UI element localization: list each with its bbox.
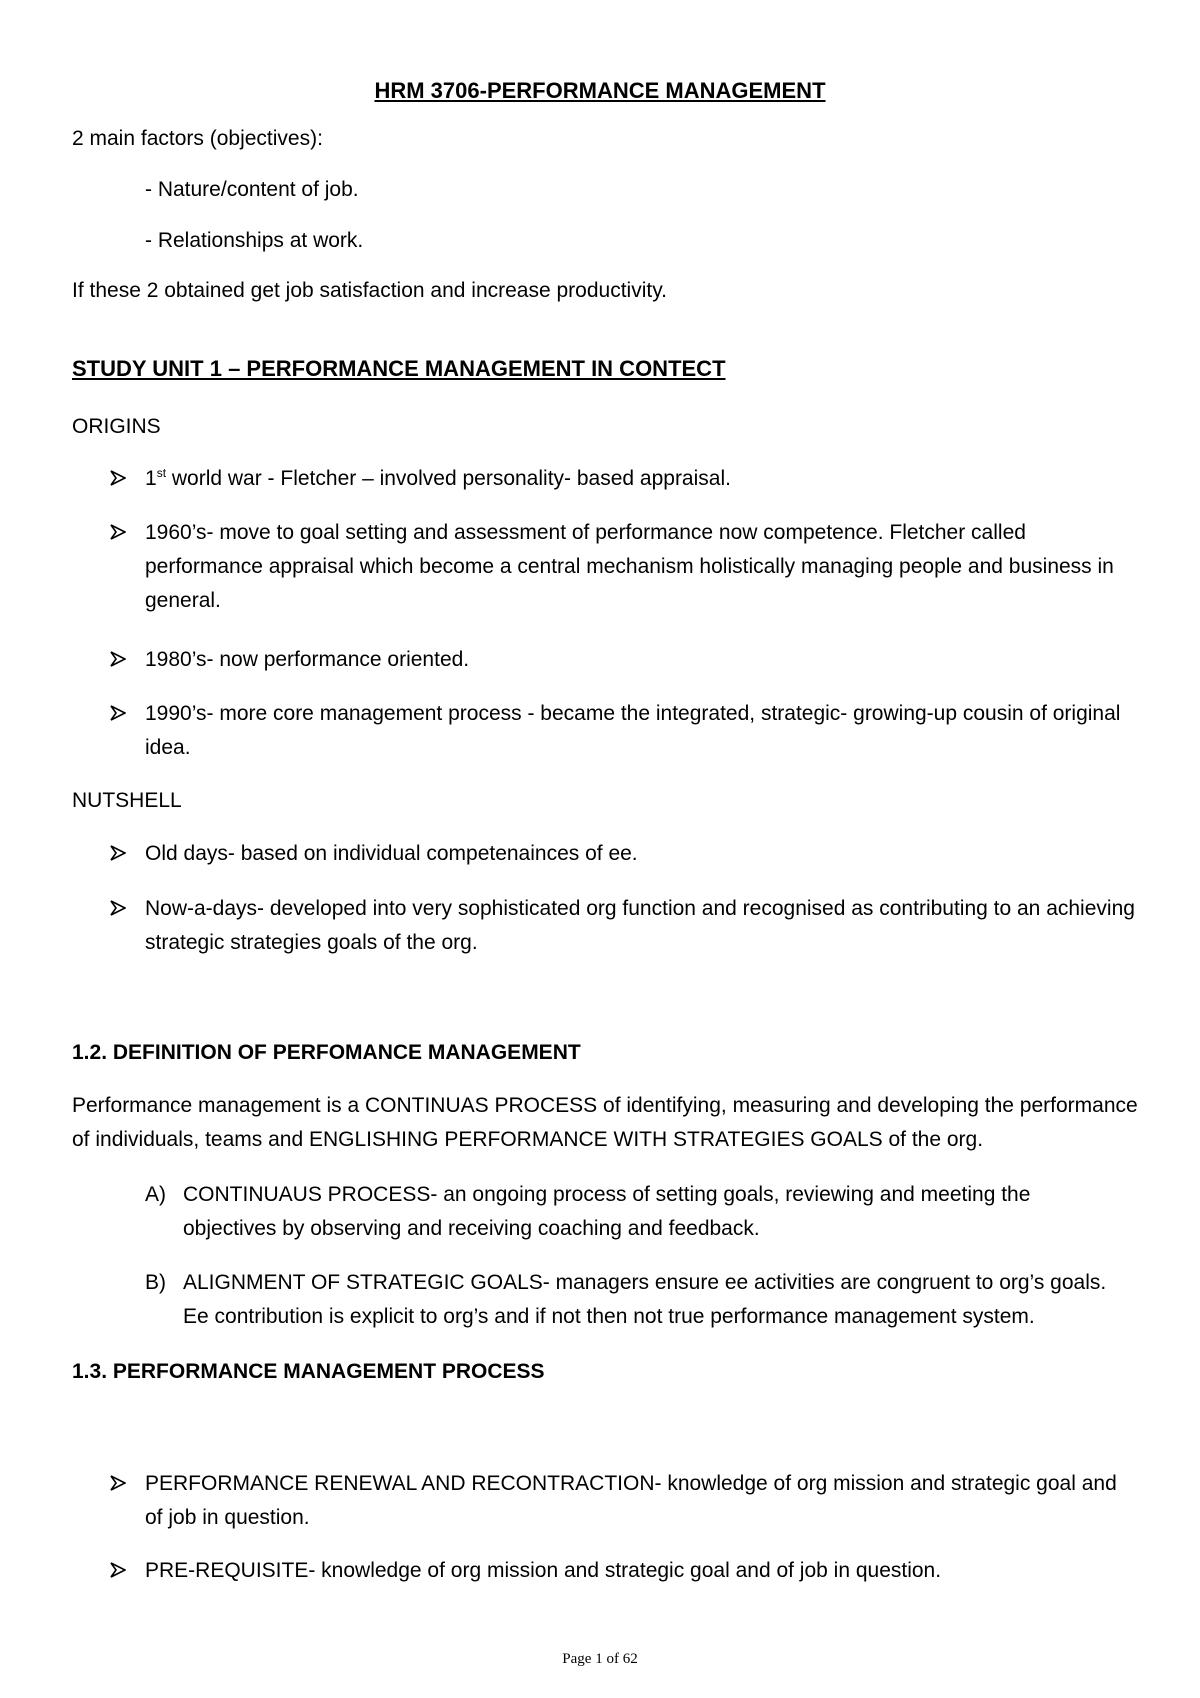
origins-item-number: 1 — [145, 467, 157, 490]
definition-item-marker: A) — [145, 1183, 166, 1206]
definition-paragraph: Performance management is a CONTINUAS PROCESS of identifying, measuring and developing the performance of individuals, teams and ENGLISHING PERFORMANCE WITH STRATEGIES GOALS of the org. — [72, 1094, 1138, 1151]
nutshell-heading: NUTSHELL — [72, 789, 182, 812]
origins-item — [145, 462, 731, 496]
process-heading: 1.3. PERFORMANCE MANAGEMENT PROCESS — [72, 1360, 545, 1383]
arrow-bullet-icon — [110, 705, 126, 721]
arrow-bullet-icon — [110, 470, 126, 486]
definition-item: CONTINUAUS PROCESS- an ongoing process of setting goals, reviewing and meeting the objectives by observing and receiving coaching and feedback. — [183, 1183, 1031, 1240]
process-item: PRE-REQUISITE- knowledge of org mission and strategic goal and of job in question. — [145, 1559, 942, 1582]
origins-item-ordinal: st — [156, 466, 167, 480]
arrow-bullet-icon — [110, 1475, 126, 1491]
arrow-bullet-icon — [110, 900, 126, 916]
origins-item-text: world war - Fletcher – involved personality- based appraisal. — [166, 467, 731, 490]
intro-conclusion: If these 2 obtained get job satisfaction and increase productivity. — [72, 279, 667, 302]
origins-heading: ORIGINS — [72, 415, 161, 438]
page-number: Page 1 of 62 — [562, 1651, 638, 1667]
nutshell-item: Old days- based on individual competenainces of ee. — [145, 842, 638, 865]
arrow-bullet-icon — [110, 524, 126, 540]
arrow-bullet-icon — [110, 845, 126, 861]
process-item: PERFORMANCE RENEWAL AND RECONTRACTION- knowledge of org mission and strategic goal and of job in question. — [145, 1472, 1117, 1529]
nutshell-item: Now-a-days- developed into very sophisticated org function and recognised as contributing to an achieving strategic strategies goals of the org. — [145, 897, 1135, 954]
origins-item: 1990’s- more core management process - became the integrated, strategic- growing-up cousin of original idea. — [145, 702, 1121, 759]
definition-item: ALIGNMENT OF STRATEGIC GOALS- managers ensure ee activities are congruent to org’s goals. Ee contribution is explicit to org’s and if not then not true performance management system. — [183, 1271, 1107, 1328]
arrow-bullet-icon — [110, 1562, 126, 1578]
intro-item: - Nature/content of job. — [145, 178, 359, 201]
intro-heading: 2 main factors (objectives): — [72, 127, 323, 150]
origins-item: 1960’s- move to goal setting and assessment of performance now competence. Fletcher called performance appraisal which become a central mechanism holistically managing people and business in general. — [145, 521, 1114, 612]
arrow-bullet-icon — [110, 651, 126, 667]
definition-heading: 1.2. DEFINITION OF PERFOMANCE MANAGEMENT — [72, 1041, 581, 1064]
document-title: HRM 3706-PERFORMANCE MANAGEMENT — [374, 78, 826, 103]
definition-item-marker: B) — [145, 1271, 166, 1294]
origins-item: 1980’s- now performance oriented. — [145, 648, 470, 671]
intro-item: - Relationships at work. — [145, 229, 364, 252]
study-unit-heading: STUDY UNIT 1 – PERFORMANCE MANAGEMENT IN CONTECT — [72, 356, 726, 381]
